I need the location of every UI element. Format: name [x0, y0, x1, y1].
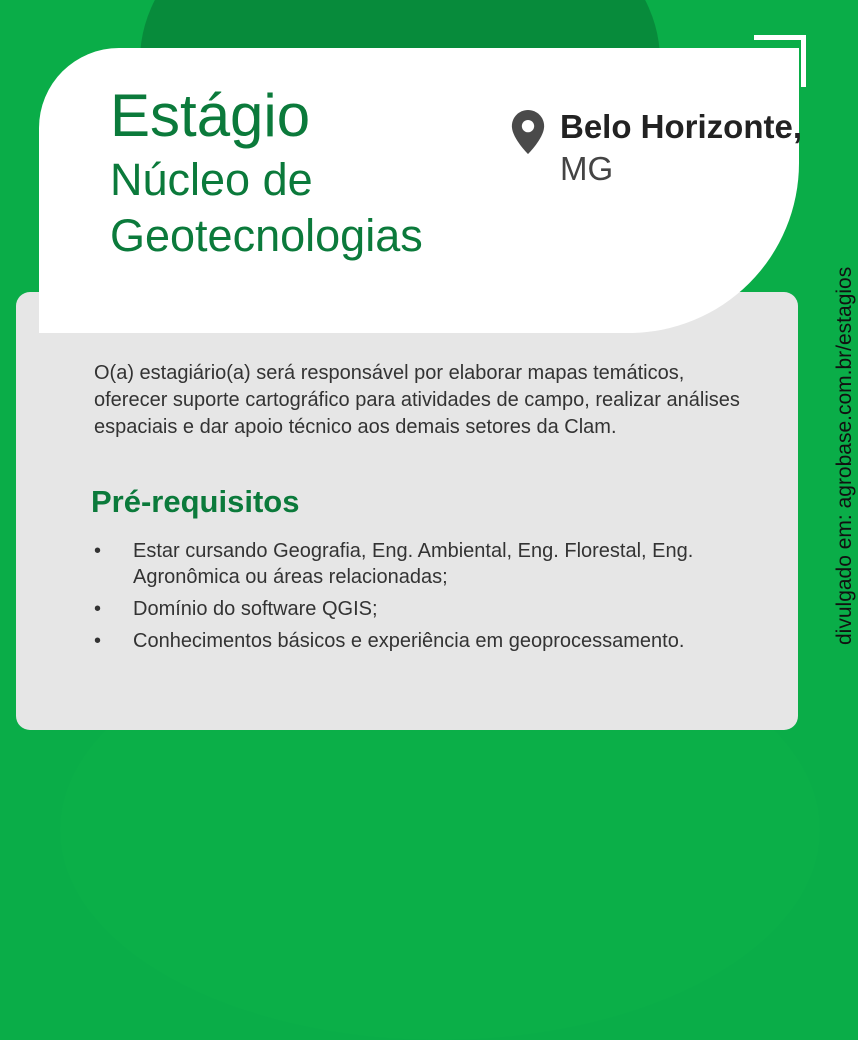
job-description: O(a) estagiário(a) será responsável por elaborar mapas temáticos, oferecer suporte cartográfico para atividades de campo, realizar análises espaciais e dar apoio técnico aos demais setores da Clam.	[94, 362, 740, 438]
list-item: • Conhecimentos básicos e experiência em geoprocessamento.	[94, 628, 754, 654]
location	[510, 106, 802, 190]
list-item: • Domínio do software QGIS;	[94, 596, 754, 622]
location-state: MG	[560, 150, 614, 187]
page-title: Estágio	[110, 82, 311, 149]
requirements-heading: Pré-requisitos	[91, 484, 300, 519]
page-subtitle: Núcleo de Geotecnologias	[110, 154, 423, 261]
location-city: Belo Horizonte,	[560, 108, 803, 145]
source-credit: divulgado em: agrobase.com.br/estagios	[833, 266, 856, 645]
list-item: • Estar cursando Geografia, Eng. Ambiental, Eng. Florestal, Eng. Agronômica ou áreas relacionadas;	[94, 538, 754, 590]
requirements-list	[94, 538, 754, 660]
map-pin-icon	[510, 110, 546, 154]
location-text	[560, 106, 802, 190]
